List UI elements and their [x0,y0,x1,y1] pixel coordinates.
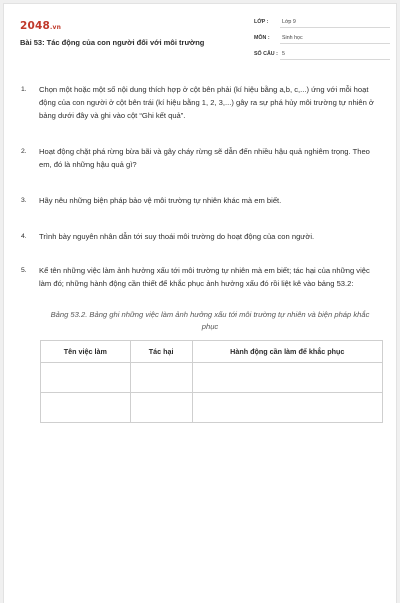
table-cell [130,393,192,423]
table-cell [41,393,131,423]
subject-value: Sinh học [282,35,303,41]
table-caption: Bảng 53.2. Bảng ghi những việc làm ảnh hưởng xấu tới môi trường tự nhiên và biện pháp khắc phục [50,310,370,331]
lesson-title: Bài 53: Tác động của con người đối với môi trường [20,38,205,47]
table-cell [130,363,192,393]
class-value: Lớp 9 [282,19,296,25]
question-count-value: 5 [282,51,285,57]
table-cell [192,393,382,423]
class-label: LỚP : [254,19,269,25]
question-1 [21,83,380,122]
question-2 [21,145,380,171]
question-number: 4. [21,233,27,240]
logo-main-text: 2048 [20,20,51,32]
site-logo[interactable] [20,20,61,32]
impact-table [40,340,383,423]
question-text: Hoạt động chặt phá rừng bừa bãi và gây cháy rừng sẽ dẫn đến nhiều hậu quả nghiêm trọng. Theo em, đó là những hậu quả gì? [39,147,370,169]
table-row [41,393,383,423]
worksheet-header [18,18,382,66]
question-text: Trình bày nguyên nhân dẫn tới suy thoái môi trường do hoạt động của con người. [39,232,315,241]
question-text: Hãy nêu những biện pháp bảo vệ môi trường tự nhiên khác mà em biết. [39,196,282,205]
question-number: 5. [21,267,27,274]
question-5 [21,264,380,290]
subject-label: MÔN : [254,35,270,41]
logo-suffix-text: .vn [50,24,62,31]
question-text: Chọn một hoặc một số nội dung thích hợp ở cột bên phải (kí hiệu bằng a,b, c,...) ứng với mỗi hoạt động của con người ở cột bên trái (kí hiệu bằng 1, 2, 3,...) gây ra sự phá hủy môi trường tự nhiên ở bảng dưới đây và ghi vào cột “Ghi kết quả”. [39,85,374,120]
class-underline [280,27,390,28]
column-header: Tên việc làm [41,341,131,363]
question-number: 1. [21,86,27,93]
subject-underline [280,43,390,44]
table-cell [192,363,382,393]
question-number: 2. [21,148,27,155]
column-header: Tác hại [130,341,192,363]
table-cell [41,363,131,393]
question-3 [21,194,380,207]
column-header: Hành động cần làm để khắc phục [192,341,382,363]
question-4 [21,230,380,243]
question-count-underline [280,59,390,60]
question-count-label: SỐ CÂU : [254,51,278,57]
worksheet-page [3,3,397,603]
table-row [41,363,383,393]
question-number: 3. [21,197,27,204]
table-header-row [41,341,383,363]
question-text: Kể tên những việc làm ảnh hưởng xấu tới môi trường tự nhiên mà em biết; tác hại của những việc làm đó; những hành động cần thiết để khắc phục ảnh hưởng xấu đó rồi liệt kê vào bảng 53.2: [39,266,370,288]
